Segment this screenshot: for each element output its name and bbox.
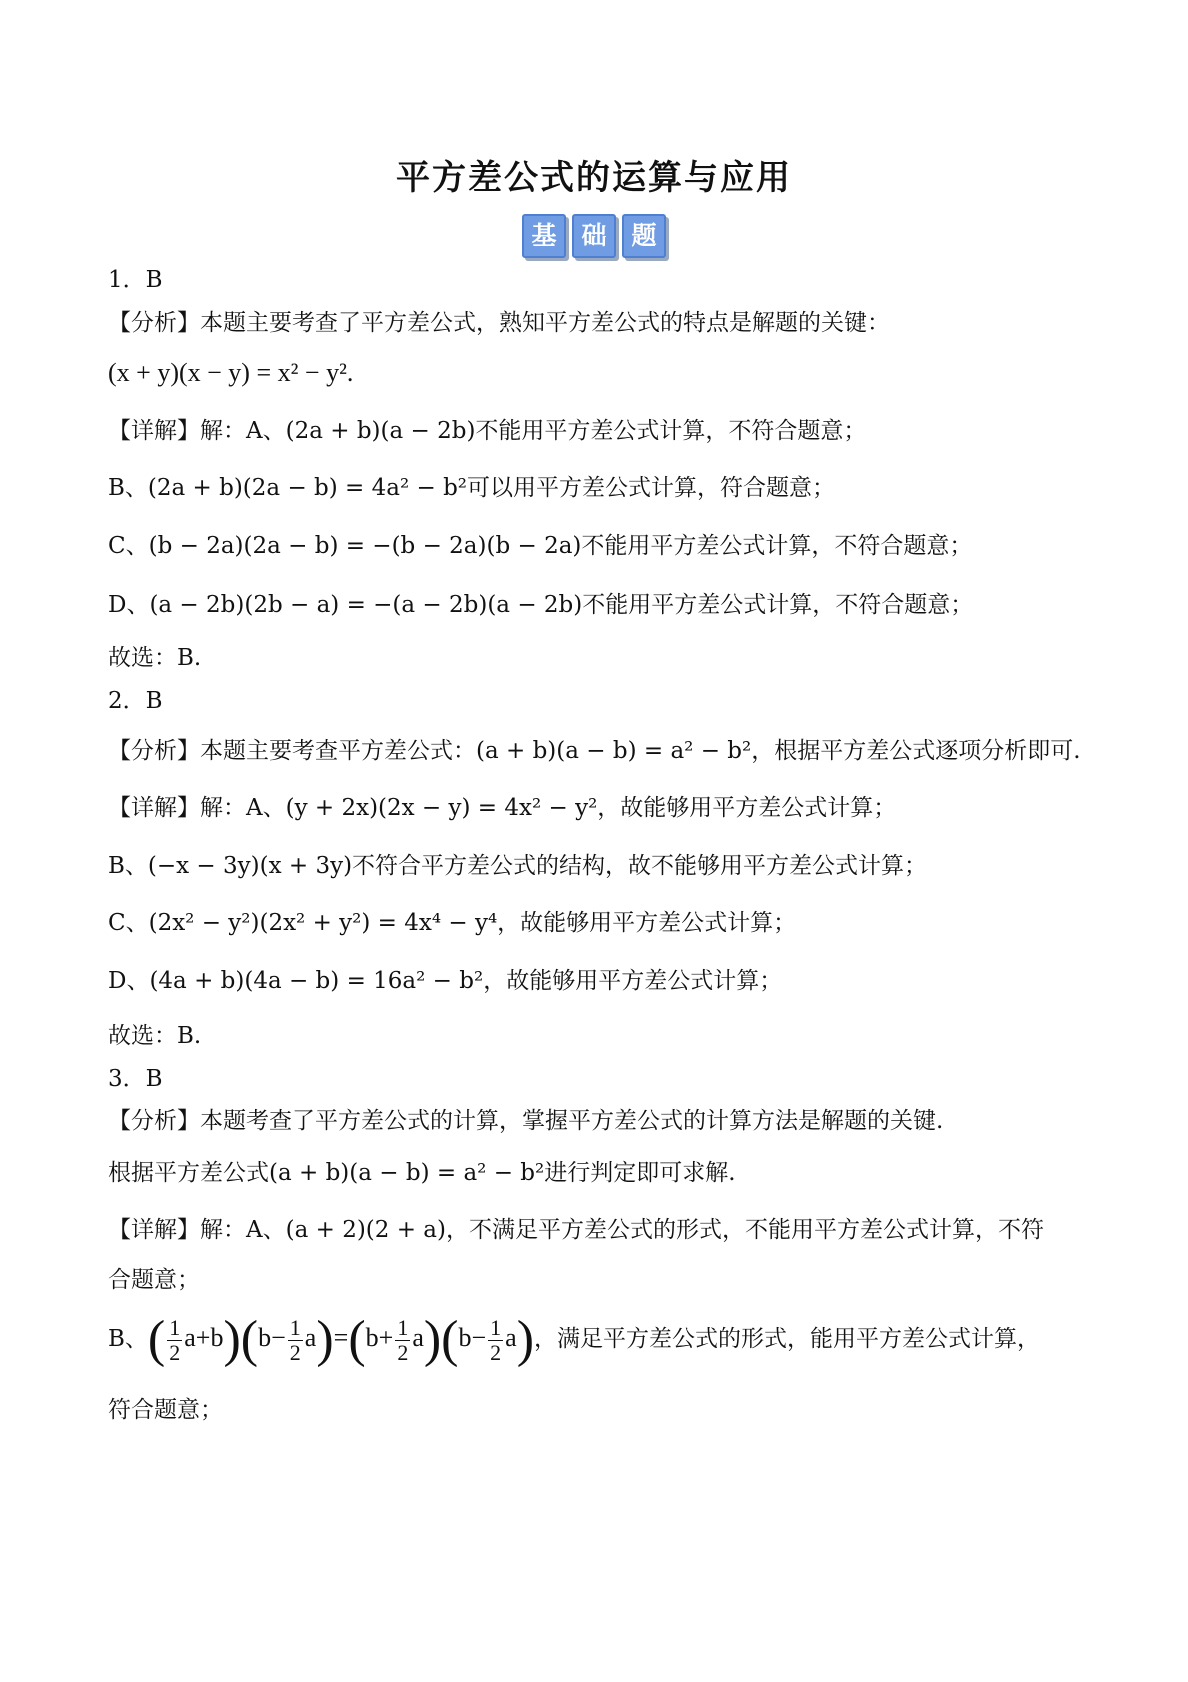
analysis-3-formula: 根据平方差公式(a + b)(a − b) = a² − b²进行判定即可求解. [108, 1160, 736, 1186]
answer-2: 2．B [108, 688, 163, 714]
detail-3a-cont: 合题意； [108, 1267, 200, 1293]
detail-2c: C、(2x² − y²)(2x² + y²) = 4x⁴ − y⁴，故能够用平方差公式计算； [108, 910, 797, 936]
answer-3: 3．B [108, 1066, 163, 1092]
detail-3b-cont: 符合题意； [108, 1397, 223, 1423]
choice-2: 故选：B. [108, 1023, 202, 1049]
detail-1a: 【详解】解：A、(2a + b)(a − 2b)不能用平方差公式计算，不符合题意； [108, 418, 867, 444]
fraction: $\frac{1}{2}$ [490, 1314, 502, 1365]
page-title: 平方差公式的运算与应用 [396, 158, 792, 198]
section-badge [0, 214, 1188, 258]
detail-3b: B、( $\frac{1}{2}$ a+b)(b− $\frac{1}{2}$ a)=(b+ $\frac{1}{2}$ a)(b− $\frac{1}{2}$ a)，满足平方差公式的形式，能用平方差公式计算， [108, 1311, 1041, 1368]
choice-1: 故选：B. [108, 645, 202, 671]
badge-char-3: 题 [622, 214, 666, 258]
detail-2b: B、(−x − 3y)(x + 3y)不符合平方差公式的结构，故不能够用平方差公式计算； [108, 853, 928, 879]
detail-2d: D、(4a + b)(4a − b) = 16a² − b²，故能够用平方差公式计算； [108, 968, 783, 994]
analysis-3: 【分析】本题考查了平方差公式的计算，掌握平方差公式的计算方法是解题的关键. [108, 1108, 944, 1134]
detail-3a: 【详解】解：A、(a + 2)(2 + a)，不满足平方差公式的形式，不能用平方差公式计算，不符 [108, 1217, 1044, 1243]
fraction: $\frac{1}{2}$ [289, 1314, 301, 1365]
fraction: $\frac{1}{2}$ [169, 1314, 181, 1365]
detail-2a: 【详解】解：A、(y + 2x)(2x − y) = 4x² − y²，故能够用平方差公式计算； [108, 795, 897, 821]
detail-3b-text: ，满足平方差公式的形式，能用平方差公式计算， [534, 1326, 1041, 1352]
analysis-2: 【分析】本题主要考查平方差公式：(a + b)(a − b) = a² − b²，根据平方差公式逐项分析即可. [108, 738, 1081, 764]
detail-1c: C、(b − 2a)(2a − b) = −(b − 2a)(b − 2a)不能用平方差公式计算，不符合题意； [108, 533, 973, 559]
badge-char-1: 基 [522, 214, 566, 258]
detail-1b: B、(2a + b)(2a − b) = 4a² − b²可以用平方差公式计算，符合题意； [108, 475, 836, 501]
fraction: $\frac{1}{2}$ [397, 1314, 409, 1365]
answer-1: 1．B [108, 267, 163, 293]
detail-1d: D、(a − 2b)(2b − a) = −(a − 2b)(a − 2b)不能用平方差公式计算，不符合题意； [108, 592, 974, 618]
detail-3b-label: B、 [108, 1326, 148, 1352]
formula-1: (x + y)(x − y) = x² − y². [108, 358, 354, 387]
analysis-1: 【分析】本题主要考查了平方差公式，熟知平方差公式的特点是解题的关键： [108, 310, 890, 336]
badge-char-2: 础 [572, 214, 616, 258]
